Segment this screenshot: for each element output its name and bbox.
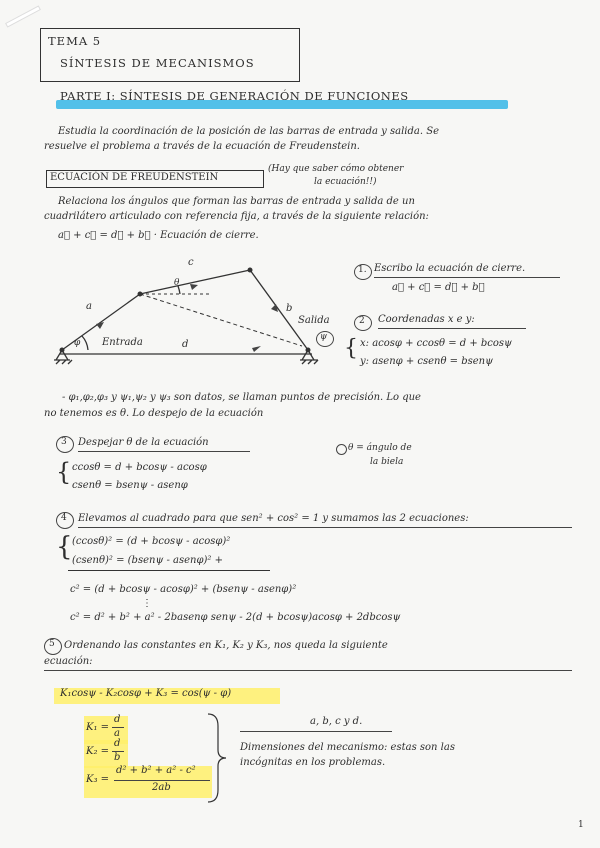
step4-underline [78, 527, 572, 528]
page-number: 1 [578, 820, 584, 830]
dimension-underline [240, 731, 392, 732]
output-bar-b [250, 270, 308, 350]
step1-number: 1. [358, 265, 367, 275]
label-d: d [182, 339, 189, 350]
step1-equation: a⃗ + c⃗ = d⃗ + b⃗ [392, 282, 485, 293]
step2-number: 2 [359, 316, 365, 326]
dimension-note2: incógnitas en los problemas. [240, 757, 386, 768]
step5-title2: ecuación: [44, 656, 93, 667]
step4-title: Elevamos al cuadrado para que sen² + cos² = 1 y sumamos las 2 ecuaciones: [78, 513, 469, 524]
header-line2: SÍNTESIS DE MECANISMOS [60, 56, 255, 70]
dimension-note1: Dimensiones del mecanismo: estas son las [240, 742, 455, 753]
k2-numerator: d [114, 738, 121, 749]
label-entrada: Entrada [102, 337, 143, 348]
k1-numerator: d [114, 714, 121, 725]
step2-underline [378, 328, 526, 329]
left-ground-hatch [54, 360, 72, 364]
k2-denominator: b [114, 752, 121, 763]
step2-brace: { [344, 336, 358, 361]
dashed-diagonal [140, 294, 302, 346]
step4-eq1: (ccosθ)² = (d + bcosψ - acosφ)² [72, 536, 231, 547]
k3-numerator: d² + b² + a² - c² [116, 765, 196, 776]
step4-brace: { [56, 532, 73, 562]
step2-title: Coordenadas x e y: [378, 314, 475, 325]
step5-title: Ordenando las constantes en K₁, K₂ y K₃, nos queda la siguiente [64, 640, 388, 651]
step3-eq2: csenθ = bsenψ - asenφ [72, 480, 188, 491]
k1-denominator: a [114, 728, 120, 739]
dimension-variables: a, b, c y d. [310, 716, 363, 727]
freud-paragraph2: cuadrilátero articulado con referencia fija, a través de la siguiente relación: [44, 211, 429, 222]
step4-sum-line [68, 570, 270, 571]
closure-equation: a⃗ + c⃗ = d⃗ + b⃗ · Ecuación de cierre. [58, 230, 259, 241]
freudenstein-note2: la ecuación!!) [314, 177, 377, 187]
label-a: a [86, 301, 92, 312]
step3-underline [78, 451, 250, 452]
step4-eq4: c² = d² + b² + a² - 2basenφ senψ - 2(d + bcosψ)acosφ + 2dbcosψ [70, 612, 401, 623]
label-salida: Salida [298, 315, 330, 326]
phi-arc [82, 336, 88, 350]
step4-dots: ⋮ [142, 598, 152, 609]
label-psi: ψ [320, 332, 328, 342]
freudenstein-note1: (Hay que saber cómo obtener [268, 164, 404, 174]
step1-title: Escribo la ecuación de cierre. [374, 263, 526, 274]
step3-number: 3 [61, 437, 67, 447]
step3-note1: θ = ángulo de [348, 443, 412, 453]
right-ground-hatch [300, 360, 318, 364]
step1-underline [374, 277, 560, 278]
step3-title: Despejar θ de la ecuación [78, 437, 209, 448]
freud-paragraph1: Relaciona los ángulos que forman las barras de entrada y salida de un [58, 196, 415, 207]
label-phi: φ [74, 338, 81, 348]
k1-label: K₁ = [86, 722, 110, 733]
data-line1: - φ₁,φ₂,φ₃ y ψ₁,ψ₂ y ψ₃ son datos, se llaman puntos de precisión. Lo que [62, 392, 421, 403]
step3-note2: la biela [370, 457, 404, 467]
header-line1: TEMA 5 [48, 34, 102, 48]
theta-note-circle [336, 444, 347, 455]
corner-mark [5, 5, 41, 27]
k-constants-brace [204, 712, 228, 804]
label-c: c [188, 257, 194, 268]
step2-x-equation: x: acosφ + ccosθ = d + bcosψ [360, 338, 512, 349]
step5-number: 5 [49, 639, 55, 649]
intro-line2: resuelve el problema a través de la ecuación de Freudenstein. [44, 141, 360, 152]
step2-y-equation: y: asenφ + csenθ = bsenψ [360, 356, 493, 367]
k2-label: K₂ = [86, 746, 110, 757]
k3-fraction-bar [114, 780, 210, 781]
step3-eq1: ccosθ = d + bcosψ - acosφ [72, 462, 207, 473]
step4-eq3: c² = (d + bcosψ - acosφ)² + (bsenψ - asenφ)² [70, 584, 297, 595]
step4-number: 4 [61, 513, 67, 523]
freudenstein-title: ECUACIÓN DE FREUDENSTEIN [50, 172, 219, 183]
step4-eq2: (csenθ)² = (bsenψ - asenφ)² + [72, 555, 223, 566]
step5-underline [44, 670, 572, 671]
label-theta: θ [174, 278, 180, 288]
part-title: PARTE I: SÍNTESIS DE GENERACIÓN DE FUNCIONES [60, 89, 409, 103]
coupler-bar-c [140, 270, 250, 294]
k3-label: K₃ = [86, 774, 110, 785]
label-b: b [286, 303, 293, 314]
step5-equation: K₁cosψ - K₂cosφ + K₃ = cos(ψ - φ) [60, 688, 232, 699]
four-bar-linkage-diagram [40, 250, 330, 390]
intro-line1: Estudia la coordinación de la posición de las barras de entrada y salida. Se [58, 126, 439, 137]
k3-denominator: 2ab [152, 782, 171, 793]
data-line2: no tenemos es θ. Lo despejo de la ecuación [44, 408, 264, 419]
step3-brace: { [56, 458, 72, 486]
